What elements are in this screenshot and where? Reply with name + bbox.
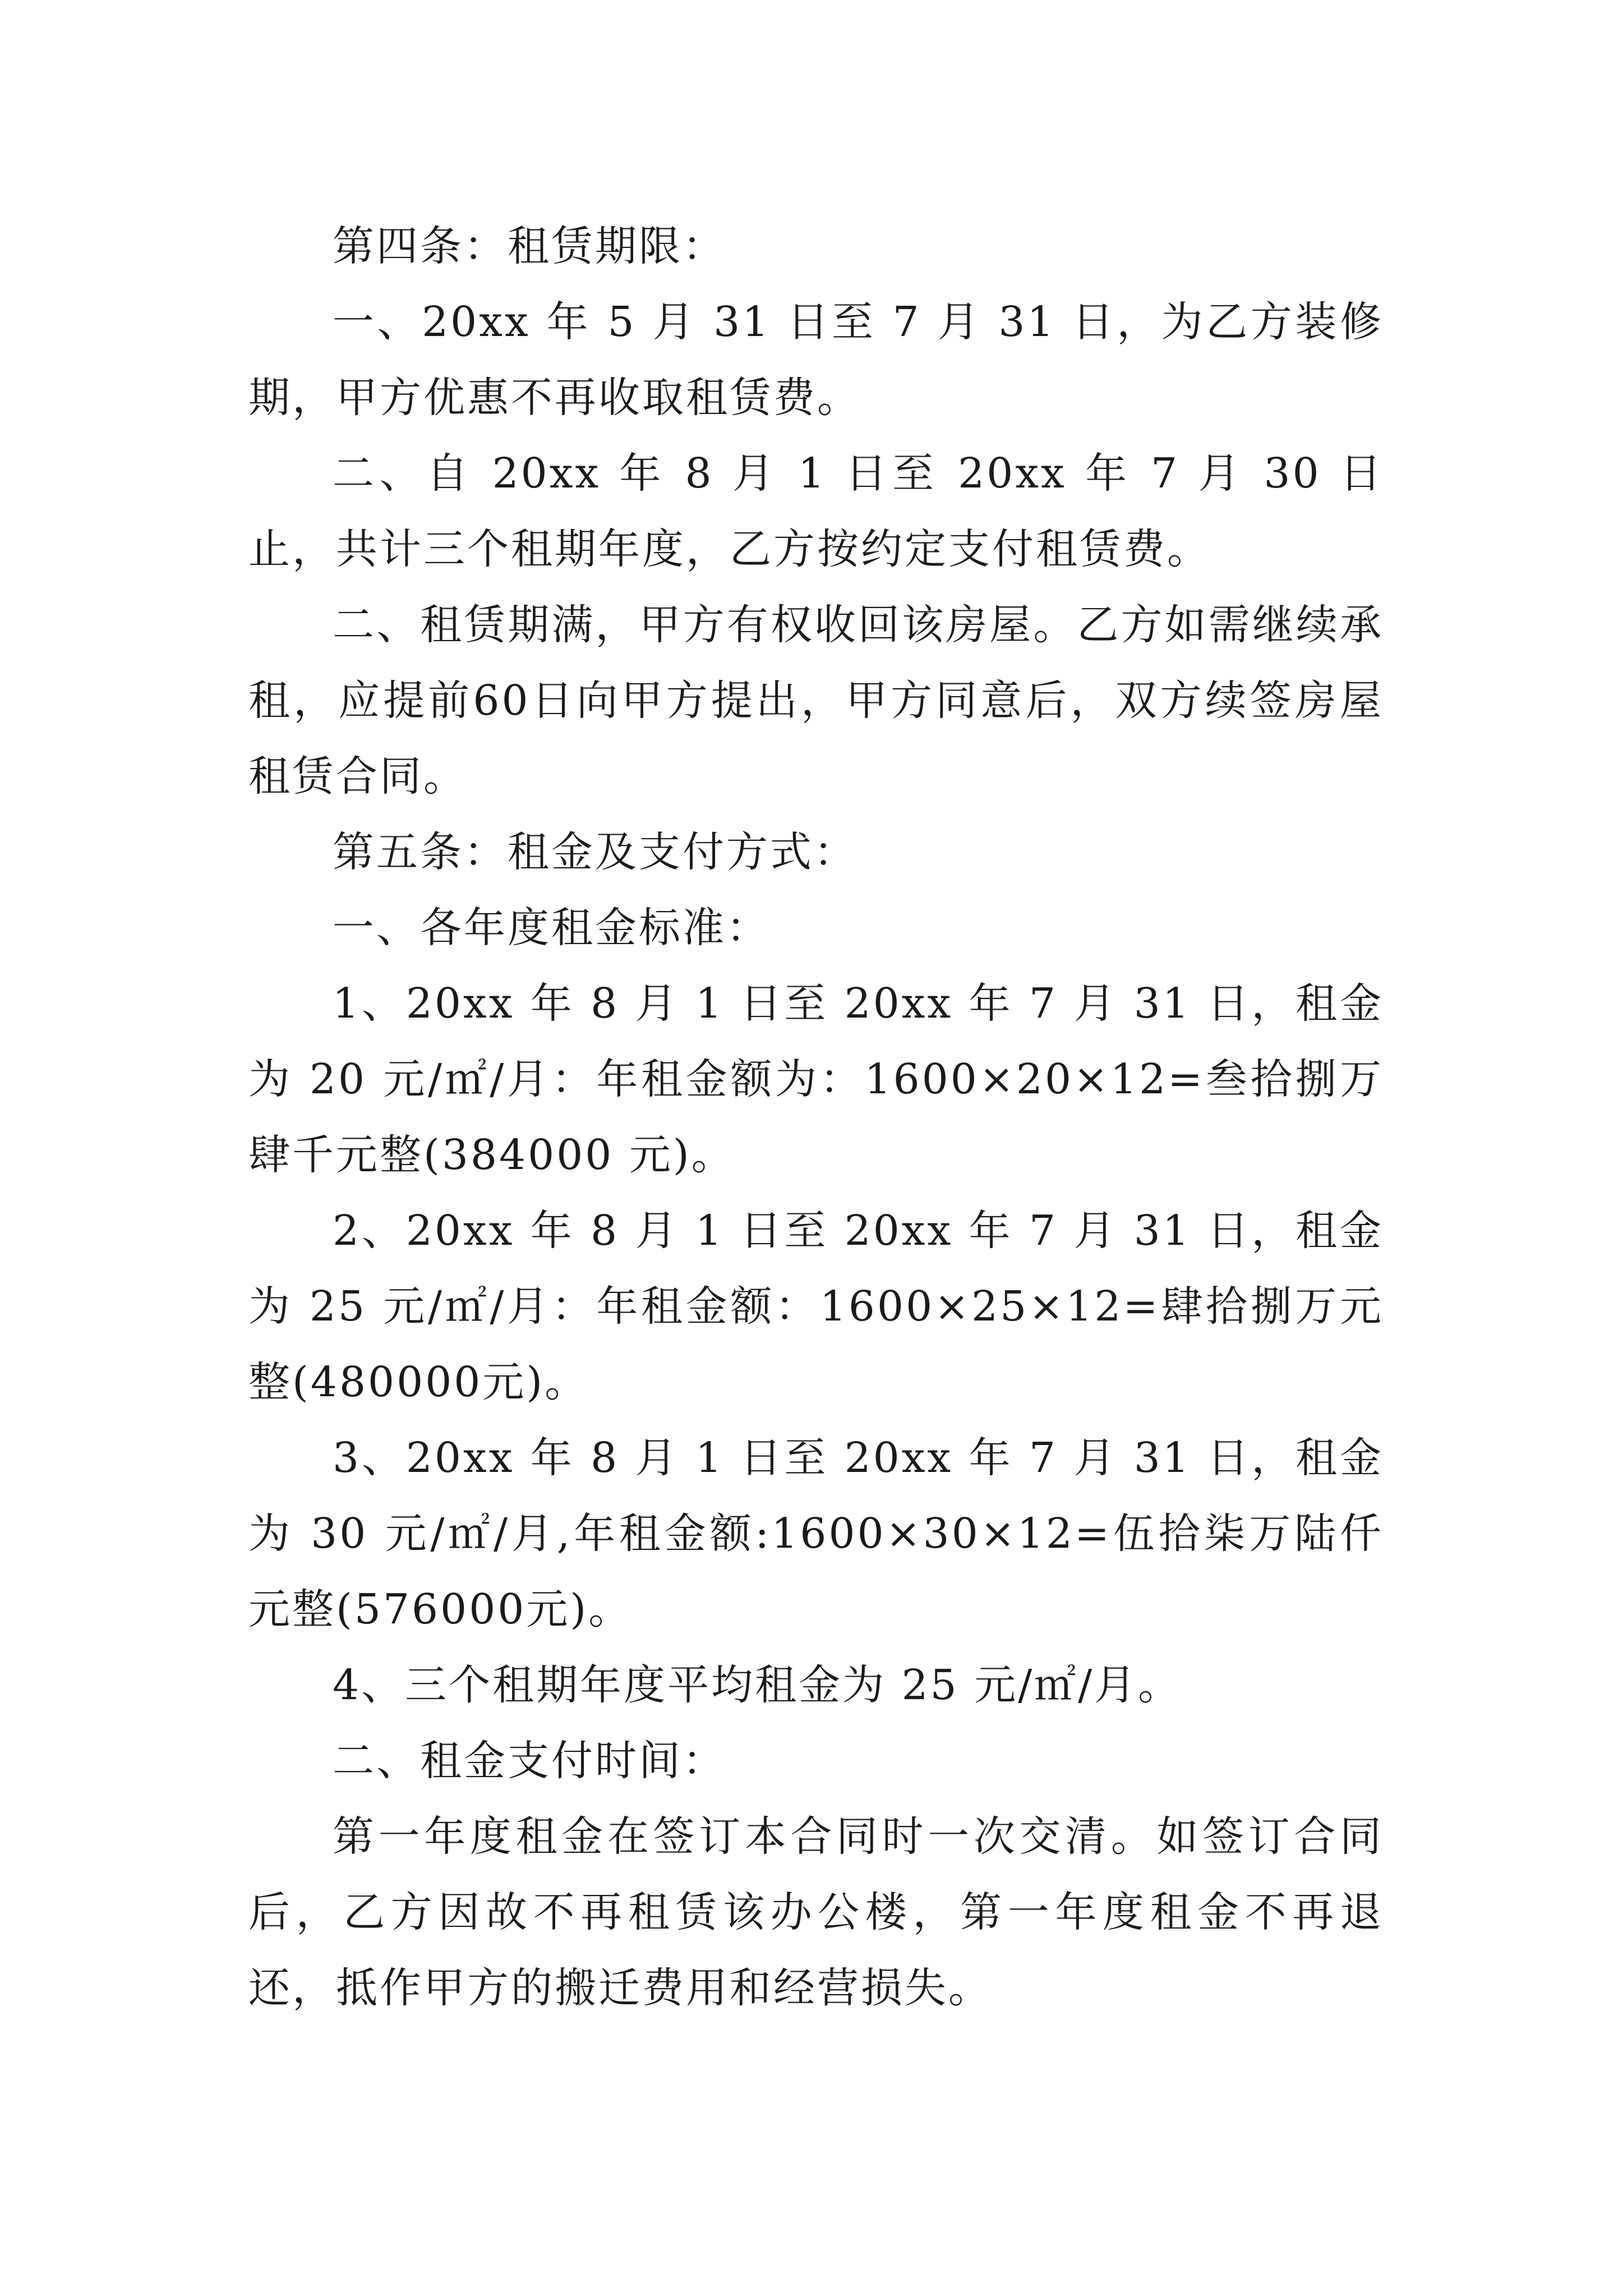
payment-time-heading: 二、租金支付时间： bbox=[333, 1737, 726, 1785]
article-4-clause-1: 一、20xx 年 5 月 31 日至 7 月 31 日，为乙方装修期，甲方优惠不再收取租赁费。 bbox=[248, 298, 1384, 422]
article-4-clause-2: 二、自 20xx 年 8 月 1 日至 20xx 年 7 月 30 日止，共计三个租期年度，乙方按约定支付租赁费。 bbox=[248, 449, 1384, 573]
payment-time-clause: 第一年度租金在签订本合同时一次交清。如签订合同后，乙方因故不再租赁该办公楼，第一年度租金不再退还，抵作甲方的搬迁费用和经营损失。 bbox=[248, 1812, 1384, 2012]
article-4-clause-3: 二、租赁期满，甲方有权收回该房屋。乙方如需继续承租，应提前60日向甲方提出，甲方同意后，双方续签房屋租赁合同。 bbox=[248, 601, 1384, 800]
contract-body bbox=[248, 209, 1384, 2026]
article-5-heading: 第五条：租金及支付方式： bbox=[333, 828, 857, 876]
rent-standard-heading: 一、各年度租金标准： bbox=[333, 904, 770, 952]
rent-year-3: 3、20xx 年 8 月 1 日至 20xx 年 7 月 31 日，租金为 30 元/㎡/月,年租金额:1600×30×12=伍拾柒万陆仟元整(576000元)。 bbox=[248, 1434, 1384, 1634]
rent-average: 4、三个租期年度平均租金为 25 元/㎡/月。 bbox=[333, 1661, 1182, 1709]
article-4-heading: 第四条：租赁期限： bbox=[333, 222, 726, 270]
rent-year-1: 1、20xx 年 8 月 1 日至 20xx 年 7 月 31 日，租金为 20 元/㎡/月：年租金额为：1600×20×12=叁拾捌万肆千元整(384000 元)。 bbox=[248, 979, 1384, 1179]
rent-year-2: 2、20xx 年 8 月 1 日至 20xx 年 7 月 31 日，租金为 25 元/㎡/月：年租金额：1600×25×12=肆拾捌万元整(480000元)。 bbox=[248, 1207, 1384, 1406]
